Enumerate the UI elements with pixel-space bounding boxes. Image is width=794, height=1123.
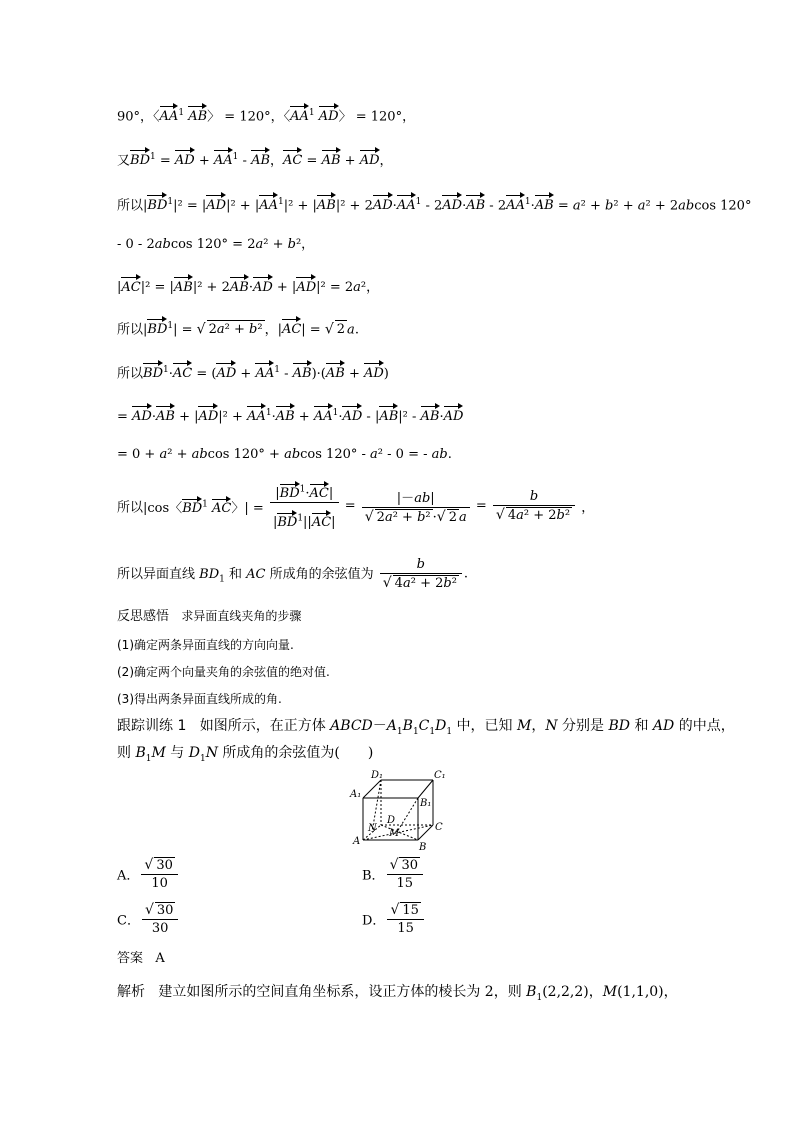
line-vectors: 又$BD^1$ = AD + $AA^1$ - AB，AC = AB + AD， — [117, 148, 393, 170]
option-a[interactable]: A． $\frac{√ 30}{10}$ — [117, 857, 180, 891]
reflection-step-1: (1)确定两条异面直线的方向向量. — [117, 638, 294, 652]
option-d[interactable]: D． $\frac{√ 15}{15}$ — [362, 902, 426, 936]
line-magnitudes: 所以$|BD^1|$ = √ 2a² + b² ，|AC| = √ 2 a. — [117, 317, 359, 339]
answer: 答案 A — [117, 951, 165, 966]
line-bd1-squared: 所以$|BD^1|^2 = |AD|^2 + |AA^1|^2 + |AB|^2 + 2AD\cdot AA^1 - 2AD\cdot AB - 2AA^1\cdot AB = a^2 + b^2 + a^2 + 2abcos$ 120° — [117, 193, 751, 215]
line-angles: 90°，〈$AA^1$ AB〉 = 120°，〈$AA^1$ AD〉 = 120°， — [117, 104, 415, 126]
question-line-1: 跟踪训练 1 如图所示，在正方体 $ABCD-A_1B_1C_1D_1$ 中，已知 M，N 分别是 BD 和 AD 的中点， — [117, 718, 735, 737]
label-c: C — [435, 822, 443, 833]
label-a: A — [353, 836, 361, 847]
line-conclusion: 所以异面直线 $BD_1$ 和 AC 所成角的余弦值为 $\frac{b}{\text{√ 4a² + 2b²}}$ . — [117, 557, 469, 591]
label-b1: B₁ — [420, 798, 432, 809]
cube-figure — [345, 768, 455, 853]
option-b[interactable]: B． $\frac{√ 30}{15}$ — [362, 857, 425, 891]
line-result: = 0 + a² + abcos 120° + abcos 120° - a² - 0 = - ab. — [117, 447, 452, 462]
line-ac-squared: |AC|² = |AB|² + 2AB·AD + |AD|² = 2a²， — [117, 275, 379, 297]
line-continuation: - 0 - 2abcos 120° = 2a² + b²， — [117, 237, 315, 252]
label-c1: C₁ — [434, 770, 446, 781]
label-a1: A₁ — [350, 789, 362, 800]
label-d: D — [387, 815, 396, 826]
label-n: N — [368, 823, 377, 834]
analysis: 解析 建立如图所示的空间直角坐标系，设正方体的棱长为 2，则 $B_1(2,2,2)$，M(1,1,0)， — [117, 984, 678, 1003]
label-b: B — [419, 842, 427, 853]
line-cosine: 所以|cos〈$BD^1$ AC〉| = $\frac{|BD^1\cdot AC|}{|BD^1||AC|}$ = $\frac{|-ab|}{\text{√ 2a² + b² ·√ 2 a}}$ = $\frac{b}{\text{√ 4a² + 2b²}}$ ， — [117, 482, 594, 530]
reflection-step-2: (2)确定两个向量夹角的余弦值的绝对值. — [117, 665, 330, 679]
line-expansion: = $AD\cdot AB + |AD|^2 + AA^1\cdot AB + AA^1\cdot AD - |AB|^2 - AB\cdot AD$ — [117, 404, 463, 426]
label-m: M — [389, 828, 400, 839]
label-d1: D₁ — [371, 770, 384, 781]
question-line-2: 则 $B_1M$ 与 $D_1N$ 所成角的余弦值为( ) — [117, 745, 374, 764]
option-c[interactable]: C． $\frac{√ 30}{30}$ — [117, 902, 180, 936]
reflection-heading: 反思感悟 求异面直线夹角的步骤 — [117, 609, 302, 624]
reflection-step-3: (3)得出两条异面直线所成的角. — [117, 692, 282, 706]
line-dot-product: 所以$BD^1\cdot AC = (AD + AA^1 - AB)\cdot(AB + AD)$ — [117, 361, 389, 383]
